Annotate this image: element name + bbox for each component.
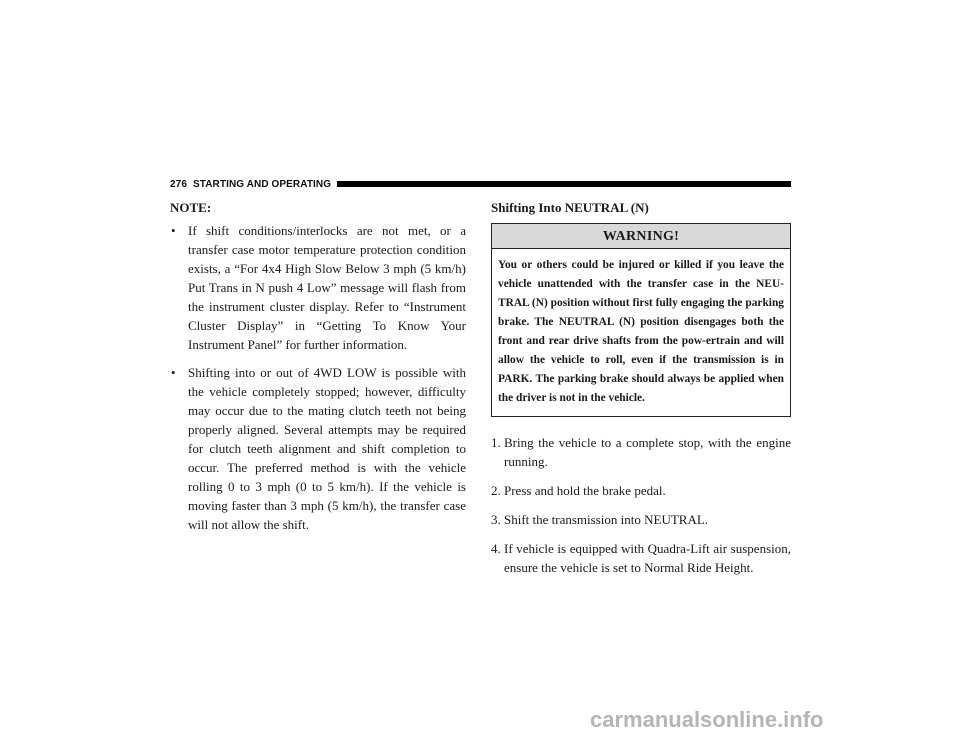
list-item	[491, 481, 791, 500]
step-number: 1.	[491, 435, 501, 450]
right-column	[491, 198, 791, 587]
bullet-marker: •	[171, 223, 176, 238]
step-number: 3.	[491, 512, 501, 527]
warning-title: WARNING!	[492, 224, 790, 249]
watermark: carmanualsonline.info	[590, 707, 824, 732]
list-item	[491, 433, 791, 471]
warning-text: You or others could be injured or killed if you leave the vehicle unattended with the transfer case in the NEU-TRAL (N) position without first fully engaging the parking brake. The NEUTRAL (N) position disengages both the front and rear drive shafts from the pow-ertrain and will allow the vehicle to roll, even if the transmission is in PARK. The parking brake should always be applied when the driver is not in the vehicle.	[498, 259, 784, 404]
list-item	[170, 363, 466, 534]
list-item	[491, 510, 791, 529]
step-text: Shift the transmission into NEUTRAL.	[504, 512, 709, 527]
step-number: 4.	[491, 541, 501, 556]
page-header	[170, 178, 791, 190]
step-text: Press and hold the brake pedal.	[504, 483, 666, 498]
bullet-marker: •	[171, 365, 176, 380]
header-rule	[337, 181, 791, 187]
step-text: Bring the vehicle to a complete stop, with the engine running.	[504, 435, 791, 469]
note-bullet-list	[170, 221, 466, 534]
bullet-text: Shifting into or out of 4WD LOW is possible with the vehicle completely stopped; however, difficulty may occur due to the mating clutch teeth not being properly aligned. Several attempts may be required for clutch teeth alignment and shift completion to occur. The preferred method is with the vehicle rolling 0 to 3 mph (0 to 5 km/h). If the vehicle is moving faster than 3 mph (5 km/h), the transfer case will not allow the shift.	[188, 365, 466, 532]
note-label: NOTE:	[170, 200, 212, 215]
list-item	[170, 221, 466, 354]
step-text: If vehicle is equipped with Quadra-Lift air suspension, ensure the vehicle is set to Normal Ride Height.	[504, 541, 791, 575]
page-number: 276	[170, 178, 187, 190]
step-number: 2.	[491, 483, 501, 498]
warning-box	[491, 223, 791, 417]
bullet-text: If shift conditions/interlocks are not met, or a transfer case motor temperature protection condition exists, a “For 4x4 High Slow Below 3 mph (5 km/h) Put Trans in N push 4 Low” message will flash from the instrument cluster display. Refer to “Instrument Cluster Display” in “Getting To Know Your Instrument Panel” for further information.	[188, 223, 466, 352]
left-column	[170, 198, 466, 543]
list-item	[491, 539, 791, 577]
step-list	[491, 433, 791, 577]
section-heading: Shifting Into NEUTRAL (N)	[491, 200, 649, 215]
section-title: STARTING AND OPERATING	[193, 178, 332, 190]
